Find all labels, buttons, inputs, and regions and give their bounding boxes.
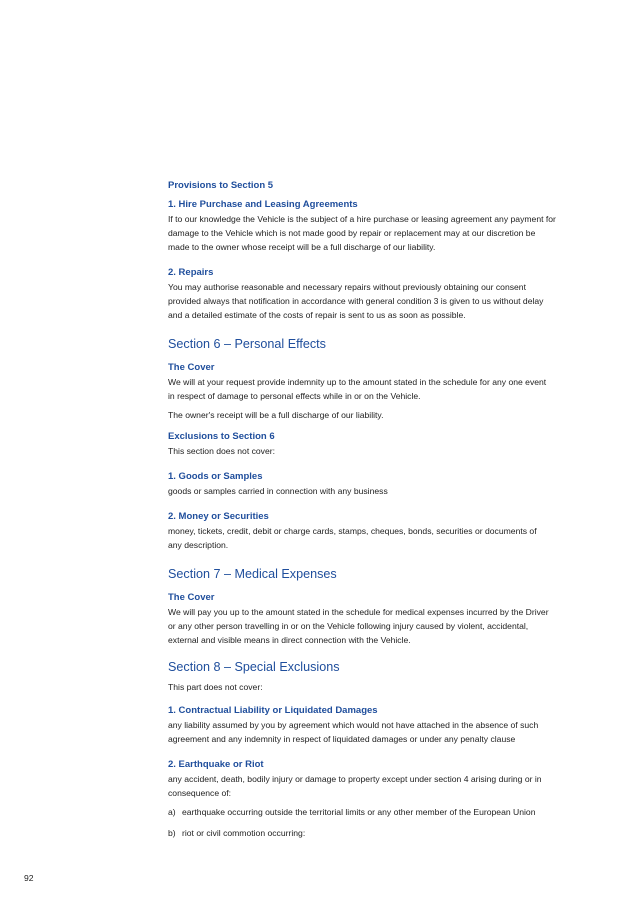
section7-title: Section 7 – Medical Expenses xyxy=(168,567,337,581)
subitem-a-marker: a) xyxy=(168,807,176,817)
provisions-section5-heading: Provisions to Section 5 xyxy=(168,180,274,191)
section6-cover-line-2: in respect of damage to personal effects while in or on the Vehicle. xyxy=(168,391,421,401)
section6-exclusions-heading: Exclusions to Section 6 xyxy=(168,431,275,442)
section7-cover-line-1: We will pay you up to the amount stated in the schedule for medical expenses incurred by the Driver xyxy=(168,607,549,617)
section6-exclusions-intro: This section does not cover: xyxy=(168,446,275,456)
section6-cover-line-1: We will at your request provide indemnity up to the amount stated in the schedule for any one event xyxy=(168,377,547,387)
repairs-line-1: You may authorise reasonable and necessary repairs without previously obtaining our consent xyxy=(168,282,526,292)
hire-purchase-line-3: made to the owner whose receipt will be a full discharge of our liability. xyxy=(168,242,436,252)
contractual-liability-line-2: agreement and any indemnity in respect of liquidated damages or under any penalty clause xyxy=(168,734,516,744)
hire-purchase-line-1: If to our knowledge the Vehicle is the subject of a hire purchase or leasing agreement any payment for xyxy=(168,214,556,224)
section8-title: Section 8 – Special Exclusions xyxy=(168,660,340,674)
contractual-liability-line-1: any liability assumed by you by agreement which would not have attached in the absence of such xyxy=(168,720,539,730)
section6-title: Section 6 – Personal Effects xyxy=(168,337,326,351)
hire-purchase-heading: 1. Hire Purchase and Leasing Agreements xyxy=(168,199,358,210)
page-content xyxy=(168,179,588,840)
repairs-line-2: provided always that notification in accordance with general condition 3 is given to us without delay xyxy=(168,296,544,306)
subitem-a-text: earthquake occurring outside the territorial limits or any other member of the European Union xyxy=(182,807,536,817)
goods-samples-line-1: goods or samples carried in connection with any business xyxy=(168,486,388,496)
earthquake-riot-heading: 2. Earthquake or Riot xyxy=(168,759,264,770)
page-number: 92 xyxy=(24,873,34,883)
section6-cover-heading: The Cover xyxy=(168,362,215,373)
section7-cover-line-2: or any other person travelling in or on the Vehicle following injury caused by violent, accidental, xyxy=(168,621,529,631)
subitem-b-text: riot or civil commotion occurring: xyxy=(182,828,306,838)
section6-receipt-line: The owner's receipt will be a full discharge of our liability. xyxy=(168,410,384,420)
section7-cover-heading: The Cover xyxy=(168,592,215,603)
repairs-heading: 2. Repairs xyxy=(168,267,214,278)
earthquake-riot-line-1: any accident, death, bodily injury or damage to property except under section 4 arising during or in xyxy=(168,774,542,784)
section7-cover-line-3: external and visible means in direct connection with the Vehicle. xyxy=(168,635,411,645)
goods-samples-heading: 1. Goods or Samples xyxy=(168,471,263,482)
money-securities-line-1: money, tickets, credit, debit or charge cards, stamps, cheques, bonds, securities or documents of xyxy=(168,526,537,536)
money-securities-heading: 2. Money or Securities xyxy=(168,511,269,522)
subitem-b xyxy=(168,826,588,840)
subitem-b-marker: b) xyxy=(168,828,176,838)
subitem-a xyxy=(168,805,588,819)
hire-purchase-line-2: damage to the Vehicle which is not made good by repair or replacement may at our discretion be xyxy=(168,228,536,238)
contractual-liability-heading: 1. Contractual Liability or Liquidated Damages xyxy=(168,705,378,716)
money-securities-line-2: any description. xyxy=(168,540,229,550)
section8-intro: This part does not cover: xyxy=(168,682,263,692)
earthquake-riot-line-2: consequence of: xyxy=(168,788,232,798)
repairs-line-3: and a detailed estimate of the costs of repair is sent to us as soon as possible. xyxy=(168,310,466,320)
